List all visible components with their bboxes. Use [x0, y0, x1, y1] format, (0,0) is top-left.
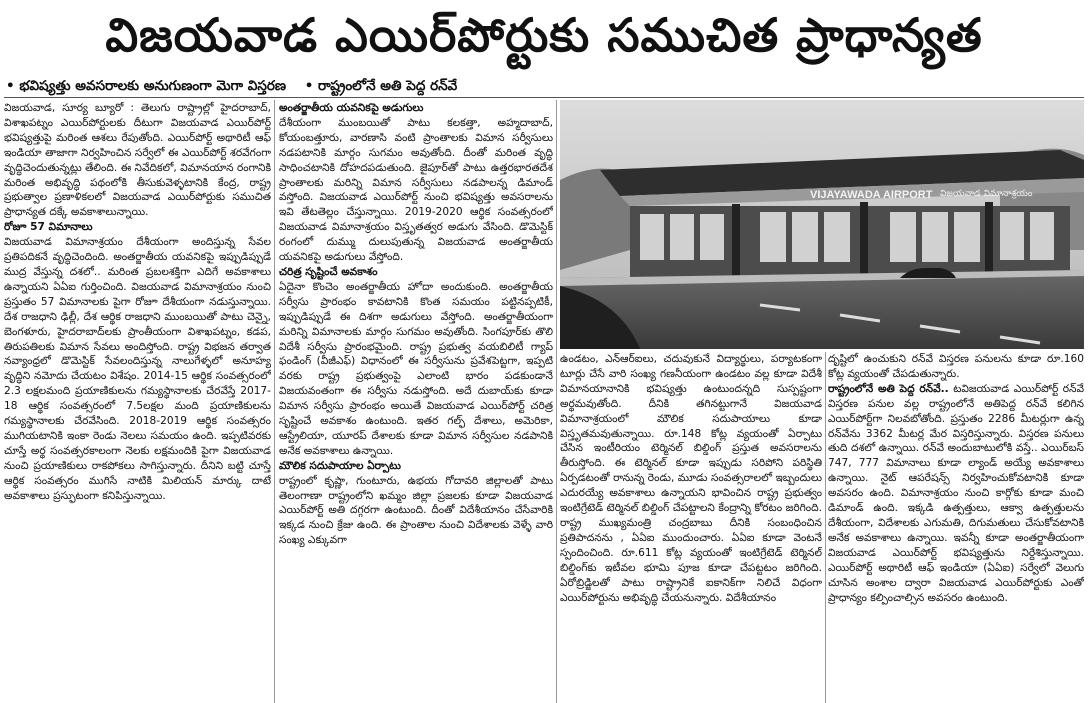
section-heading: మౌలిక సదుపాయాల ఏర్పాటు [279, 459, 401, 472]
article-paragraph: విజయవాడ, సూర్య బ్యూరో : తెలుగు రాష్ట్రాల్లో హైదరాబాద్, విశాఖపట్నం ఎయిర్‌పోర్టులకు దీటుగా విజయవాడ ఎయిర్‌పోర్ట్ భవిష్యత్తుపై మరింత ఆశలు రేపుతోంది. ఎయిర్‌పోర్ట్ అథారిటీ ఆఫ్ ఇండియా తాజాగా నిర్వహించిన సర్వేలో ఈ ఎయిర్‌పోర్ట్ శరవేగంగా వృద్ధిచెందుతున్నట్లు తేలింది. ఈ నివేదికలో, విమానయాన రంగానికి మరింత అభివృద్ధి పథంలోకి తీసుకువెళ్ళటానికి కేంద్ర, రాష్ట్ర ప్రభుత్వాల ప్రణాళికలలో విజయవాడ ఎయిర్‌పోర్టుకు సముచిత ప్రాధాన్యత దక్కే అవకాశాలున్నాయి. [4, 102, 271, 219]
section-heading: చరిత్ర సృష్టించే అవకాశం [279, 265, 378, 278]
article-column-4 [828, 352, 1084, 701]
article-paragraph: దృష్టిలో ఉంచుకుని రన్‌వే విస్తరణ పనులను కూడా రూ.160 కోట్ల వ్యయంతో చేపడుతున్నారు. [828, 353, 1084, 380]
column-divider [825, 352, 826, 703]
column-divider [274, 100, 275, 703]
terminal-sign: VIJAYAWADA AIRPORT [810, 189, 933, 201]
column-divider [556, 100, 557, 703]
header-rule [4, 97, 1084, 98]
article-column-1 [4, 101, 271, 701]
runin-heading: రాష్ట్రంలోనే అతి పెద్ద రన్‌వే.. [828, 382, 949, 395]
subhead-expansion: • భవిష్యత్తు అవసరాలకు అనుగుణంగా మెగా విస్తరణ [6, 78, 286, 94]
subheadlines [6, 76, 1082, 96]
airport-terminal-photo [560, 100, 1084, 349]
subhead-runway: • రాష్ట్రంలోనే అతి పెద్ద రన్‌వే [304, 78, 458, 94]
article-paragraph: దేశీయంగా ముంబయితో పాటు కలకత్తా, అహ్మదాబాద్, కోయంబత్తూరు, వారణాసి వంటి ప్రాంతాలకు విమాన సర్వీసులు నడపటానికి మార్గం సుగమం అవుతోంది. దీంతో మరింత వృద్ధి సాధించటానికి దోహదపడుతుంది. జైపూర్‌తో పాటు ఉత్తరభారతదేశ ప్రాంతాలకు మరిన్ని విమాన సర్వీసులు నడపాలన్న డిమాండ్ వస్తోంది. విజయవాడ ఎయిర్‌పోర్ట్ నుంచి భవిష్యత్తు అవసరాలను ఇవి తేటతెల్లం చేస్తున్నాయి. 2019-2020 ఆర్థిక సంవత్సరంలో విజయవాడ విమానాశ్రయం విస్తృతత్వర అడుగు వేసింది. డొమెస్టిక్ రంగంలో దుమ్ము దులుపుతున్న విజయవాడ అంతర్జాతీయ యవనికపై అడుగులు వేస్తోంది. [279, 116, 553, 264]
article-column-3 [560, 352, 822, 701]
article-paragraph [828, 382, 1084, 606]
headline: విజయవాడ ఎయిర్‌పోర్టుకు సముచిత ప్రాధాన్యత [105, 8, 983, 62]
section-heading: అంతర్జాతీయ యవనికపై అడుగులు [279, 102, 424, 114]
article-paragraph: విజయవాడ విమానాశ్రయం దేశీయంగా అందిస్తున్న సేవల ప్రతిపదికనే వృద్ధిచెందింది. అంతర్జాతీయ యవనికపై ఇప్పుడిప్పుడే ముద్ర వేస్తున్న దశలో.. మరింత ప్రబలశక్తిగా ఎదిగే అవకాశాలు ఉన్నాయని ఏఏఐ గుర్తించింది. విజయవాడ విమానాశ్రయం నుంచి ప్రస్తుతం 57 విమానాలకు పైగా రోజూ దేశీయంగా నడుస్తున్నాయి. దేశ రాజధాని ఢిల్లీ, దేశ ఆర్థిక రాజధాని ముంబయితో పాటు చెన్నై, బెంగళూరు, హైదరాబాద్‌లకు ప్రాంతీయంగా విశాఖపట్నం, కడప, తిరుపతిలకు విమాన సేవలు అందిస్తోంది. రాష్ట్ర విభజన తర్వాత నవ్యాంధ్రలో డొమెస్టిక్ సేవలందిస్తున్న నాలుగేళ్ళలో అనూహ్య వృద్ధిని నమోదు చేయటం విశేషం. 2014-15 ఆర్థిక సంవత్సరంలో 2.3 లక్షలమంది ప్రయాణికులను గమ్యస్థానాలకు చేరవేస్తే 2017-18 ఆర్థిక సంవత్సరంలో 7.5లక్షల మంది ప్రయాణికులను గమ్యస్థానాలకు చేరవేసింది. 2018-2019 ఆర్థిక సంవత్సరం ముగియటానికి ఇంకా రెండు నెలలు సమయం ఉంది. ఇప్పటివరకు చూస్తే అర్థ సంవత్సరకాలంగా నెలకు లక్షమందికి పైగా విజయవాడ నుంచి ప్రయాణికులు రాకపోకలు సాగిస్తున్నారు. దీనిని బట్టి చూస్తే ఆర్థిక సంవత్సరం ముగిసే నాటికి మిలియన్ మార్కు దాటే అవకాశాలు ప్రస్ఫుటంగా కనిపిస్తున్నాయి. [4, 236, 271, 502]
runin-text: టవిజయవాడ ఎయిర్‌పోర్ట్ రన్‌వే విస్తరణ పనుల వల్ల రాష్ట్రంలోనే అతిపెద్ద రన్‌వే కలిగిన ఎయిర్‌పోర్ట్‌గా నిలవబోతోంది. ప్రస్తుతం 2286 మీటర్లుగా ఉన్న రన్‌వేను 3362 మీటర్ల మేర విస్తరిస్తున్నారు. విస్తరణ పనులు తుది దశలో ఉన్నాయి. రన్‌వే అందుబాటులోకి వస్తే.. ఎయిర్‌బస్ 747, 777 విమానాలు కూడా ల్యాండ్ అయ్యే అవకాశాలు ఉన్నాయి. నైట్ ఆపరేషన్స్ నిర్వహించుకోవటానికి కూడా అవసరం ఉంది. విమానాశ్రయం నుంచి కార్గోకు కూడా మంచి డిమాండ్ ఉంది. ఇక్కడి ఉత్పత్తులు, ఆక్వా ఉత్పత్తులను దేశీయంగా, విదేశాలకు ఎగుమతి, దిగుమతులు చేసుకోవటానికి అనేక అవకాశాలు ఉన్నాయి. ఇవన్నీ కూడా అంతర్జాతీయంగా విజయవాడ ఎయిర్‌పోర్ట్ భవిష్యత్తును నిర్దేశిస్తున్నాయి. ఎయిర్‌పోర్ట్ అథారిటీ ఆఫ్ ఇండియా (ఏఏఐ) సర్వేలో వెలుగు చూసిన అంశాల ద్వారా విజయవాడ ఎయిర్‌పోర్టుకు ఎంతో ప్రాధాన్యం కల్పించాల్సిన అవసరం ఉంటుంది. [828, 382, 1084, 604]
section-heading: రోజూ 57 విమానాలు [4, 221, 93, 234]
terminal-sign-telugu: విజయవాడ విమానాశ్రయం [940, 189, 1033, 199]
article-paragraph: ఏదైనా కొంచెం అంతర్జాతీయ హోదా అందుకుంది. అంతర్జాతీయ సర్వీసు ప్రారంభం కావటానికి కొంత సమయం పట్టినప్పటికీ, ఇప్పుడిప్పుడే ఈ దిశగా అడుగులు వేస్తోంది. అంతర్జాతీయంగా మరిన్ని విమానాలకు మార్గం సుగమం అవుతోంది. సింగపూర్‌కు తొలి విదేశీ సర్వీసు ప్రారంభమైంది. రాష్ట్ర ప్రభుత్వ వయబిలిటీ గ్యాప్ ఫండింగ్ (వీజీఎఫ్) విధానంలో ఈ సర్వీసును ప్రవేశపెట్టగా, ఇప్పటి వరకు రాష్ట్ర ప్రభుత్వంపై ఎలాంటి భారం పడకుండానే విజయవంతంగా ఈ సర్వీసు నడుస్తోంది. అదే దుబాయ్‌కు కూడా విమాన సర్వీసు ప్రారంభం అయితే విజయవాడ ఎయిర్‌పోర్ట్ చరిత్ర సృష్టించే అవకాశం ఉంటుంది. ఇతర గల్ఫ్ దేశాలు, అమెరికా, ఆస్ట్రేలియా, యూరప్ దేశాలకు కూడా విమాన సర్వీసుల నడపానికి అనేక అవకాశాలు ఉన్నాయి. [279, 280, 553, 457]
article-paragraph: రాష్ట్రంలో కృష్ణా, గుంటూరు, ఉభయ గోదావరి జిల్లాలతో పాటు తెలంగాణా రాష్ట్రంలోని ఖమ్మం జిల్లా ప్రజలకు కూడా విజయవాడ ఎయిర్‌పోర్ట్ అతి దగ్గరగా ఉంటుంది. దీంతో విదేశీయానం చేసేవారికి ఇక్కడ నుంచి క్రేజు ఉంది. ఈ ప్రాంతాల నుంచి విదేశాలకు వెళ్ళే వారి సంఖ్య ఎక్కువగా [279, 474, 553, 547]
article-paragraph: ఉండటం, ఎన్ఆర్ఐలు, చదువుకునే విద్యార్థులు, పర్యాటకంగా టూర్లు చేసే వారి సంఖ్య గణనీయంగా ఉండటం వల్ల కూడా విదేశీ విమానయానానికి భవిష్యత్తు ఉంటుందన్నది సుస్పష్టంగా అర్థమవుతోంది. దీనికి తగినట్టుగానే విజయవాడ విమానాశ్రయంలో మౌలిక సదుపాయాలు కూడా విస్తృతమవుతున్నాయి. రూ.148 కోట్ల వ్యయంతో ఏర్పాటు చేసిన ఇంటీరియం టెర్మినల్ బిల్డింగ్ ప్రస్తుత అవసరాలను తీరుస్తోంది. ఈ టెర్మినల్ కూడా ఇప్పుడు సరిపోని పరిస్థితి ఏర్పడటంతో రానున్న రెండు, మూడు సంవత్సరాలలో ఇబ్బందులు ఎదురయ్యే అవకాశాలు ఉన్నాయని భావించిన రాష్ట్ర ప్రభుత్వం ఇంటిగ్రేటెడ్ టెర్మినల్ బిల్డింగ్ చేపట్టాలని కేంద్రాన్ని కోరటం జరిగింది. రాష్ట్ర ముఖ్యమంత్రి చంద్రబాబు దీనికి సంబంధించిన ప్రతిపాదనను , ఏఏఐ ముందుంచారు. ఏఏఐ కూడా వెంటనే స్పందించింది. రూ.611 కోట్ల వ్యయంతో ఇంటిగ్రేటెడ్ టెర్మినల్ బిల్డింగ్‌కు ఇటీవల భూమి పూజ కూడా చేపట్టటం జరిగింది. ఏరోబ్రిడ్జిలతో పాటు రాష్ట్రానికే ఐకానిక్‌గా నిలిచే విధంగా ఎయిర్‌పోర్టును అభివృద్ధి చేయనున్నారు. విదేశీయానం [560, 353, 822, 604]
article-column-2 [279, 101, 553, 701]
